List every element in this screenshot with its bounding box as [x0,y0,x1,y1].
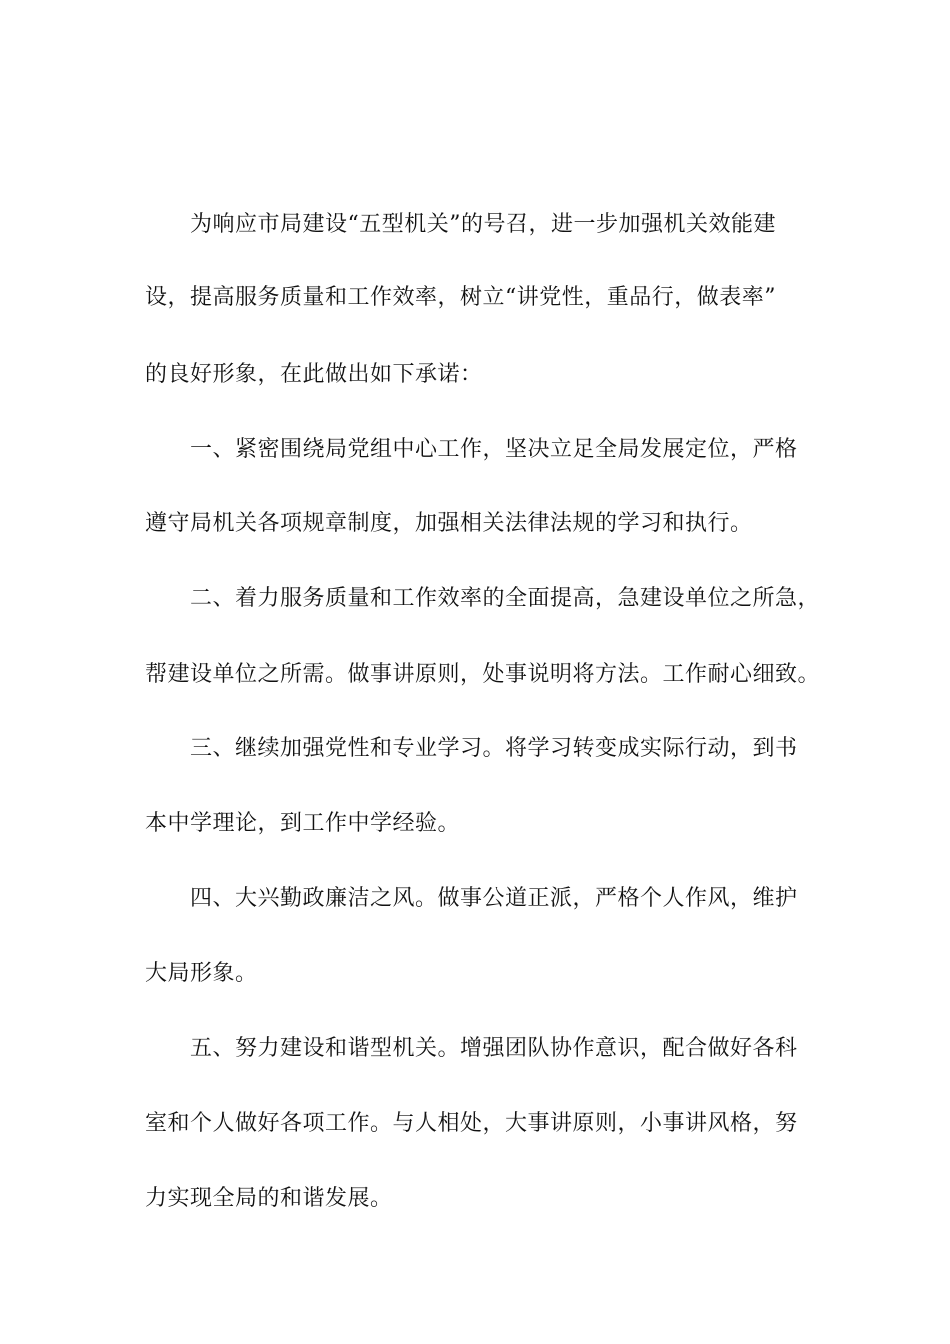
text-line: 力实现全局的和谐发展。 [145,1186,393,1211]
paragraph-2-line-1 [0,579,950,619]
paragraph-4-line-2 [0,954,950,994]
paragraph-5-line-3 [0,1179,950,1219]
paragraph-5-line-2 [0,1104,950,1144]
text-line: 三、继续加强党性和专业学习。将学习转变成实际行动，到书 [190,736,798,761]
text-line: 五、努力建设和谐型机关。增强团队协作意识，配合做好各科 [190,1036,798,1061]
paragraph-5-line-1 [0,1029,950,1069]
paragraph-3-line-1 [0,729,950,769]
paragraph-1-line-1 [0,430,950,470]
text-line: 为响应市局建设“五型机关”的号召，进一步加强机关效能建 [190,212,776,237]
text-line: 本中学理论，到工作中学经验。 [145,811,461,836]
paragraph-intro-line-1 [0,205,950,245]
paragraph-intro-line-2 [0,278,950,318]
text-line: 设，提高服务质量和工作效率，树立“讲党性，重品行，做表率” [145,285,776,310]
text-line: 大局形象。 [145,961,258,986]
paragraph-4-line-1 [0,879,950,919]
text-line: 的良好形象，在此做出如下承诺： [145,362,483,387]
text-line: 室和个人做好各项工作。与人相处，大事讲原则，小事讲风格，努 [145,1111,798,1136]
paragraph-2-line-2 [0,655,950,695]
text-line: 二、着力服务质量和工作效率的全面提高，急建设单位之所急， [190,586,821,611]
text-line: 一、紧密围绕局党组中心工作，坚决立足全局发展定位，严格 [190,437,798,462]
text-line: 帮建设单位之所需。做事讲原则，处事说明将方法。工作耐心细致。 [145,662,821,687]
paragraph-intro-line-3 [0,355,950,395]
paragraph-1-line-2 [0,504,950,544]
paragraph-3-line-2 [0,804,950,844]
text-line: 四、大兴勤政廉洁之风。做事公道正派，严格个人作风，维护 [190,886,798,911]
text-line: 遵守局机关各项规章制度，加强相关法律法规的学习和执行。 [145,511,753,536]
